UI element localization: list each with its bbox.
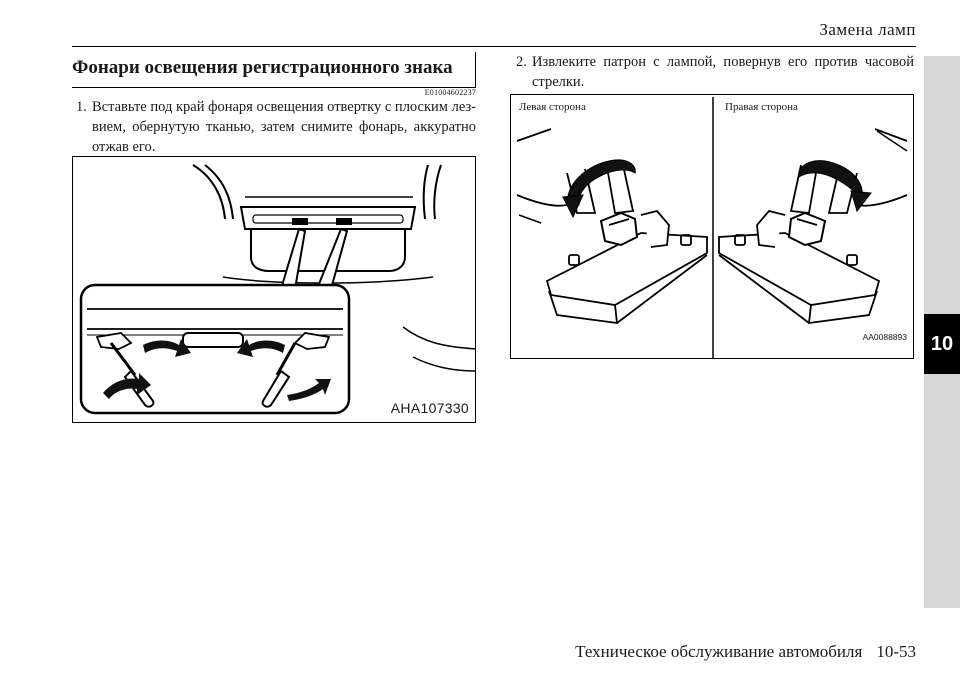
figure-socket-removal: [510, 94, 914, 359]
figure-socket-removal-illustration: [511, 95, 914, 359]
figure-lamp-removal: [72, 156, 476, 423]
footer-section-name: Техническое обслуживание автомобиля: [575, 642, 863, 661]
step-1: [76, 97, 476, 157]
figure-lamp-removal-illustration: [73, 157, 476, 423]
step-1-number: 1.: [76, 99, 87, 115]
page-header-title: Замена ламп: [819, 20, 916, 39]
figure-1-code: AHA107330: [390, 400, 469, 416]
step-2: [516, 52, 914, 92]
figure-2-right-label: Правая сторона: [725, 101, 798, 113]
page-footer: [575, 642, 916, 662]
figure-2-left-label: Левая сторона: [519, 101, 586, 113]
figure-2-code: AA0088893: [862, 332, 907, 342]
step-2-number: 2.: [516, 54, 527, 70]
section-title: Фонари освещения регистрационного знака: [72, 57, 453, 78]
section-code: E01004602237: [424, 88, 476, 97]
header-divider: [72, 46, 916, 47]
page-number: 10-53: [876, 642, 916, 661]
chapter-tab[interactable]: 10: [924, 314, 960, 374]
step-1-text: Вставьте под край фонаря освещения отвертку с плоским лез-вием, обернутую тканью, затем снимите фонарь, аккуратно отжав его.: [92, 99, 476, 155]
section-heading-box: [72, 52, 476, 88]
step-2-text: Извлеките патрон с лампой, повернув его против часовой стрелки.: [532, 54, 914, 90]
